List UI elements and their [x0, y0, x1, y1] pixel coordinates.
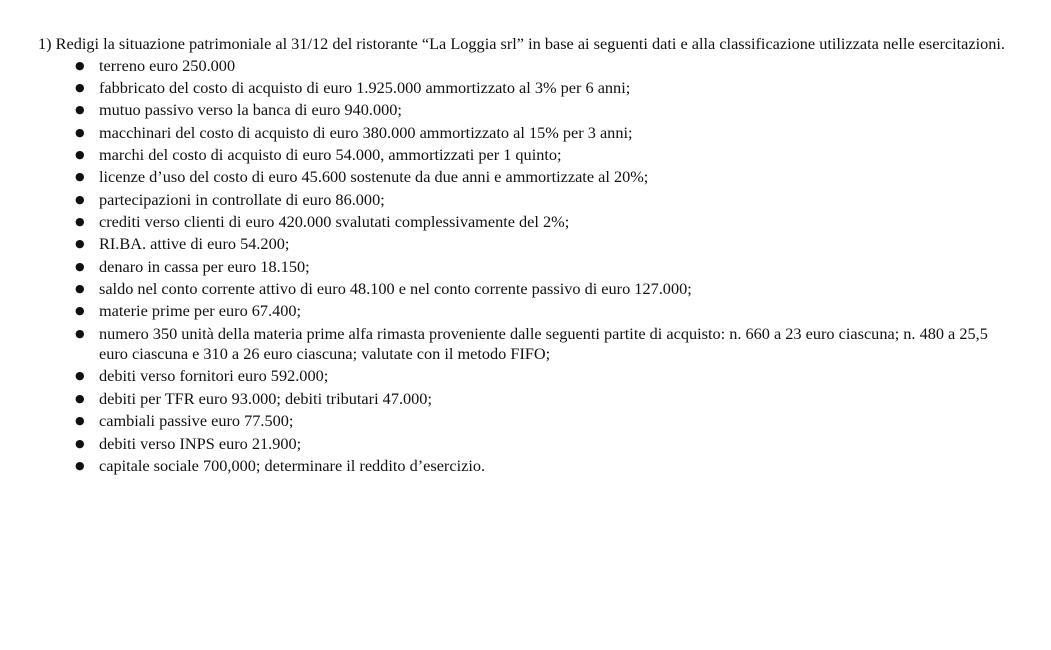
bullet-icon: ●: [75, 170, 85, 184]
bullet-icon: ●: [75, 237, 85, 251]
list-item: [38, 123, 1013, 144]
list-item-text: licenze d’uso del costo di euro 45.600 sostenute da due anni e ammortizzate al 20%;: [99, 167, 649, 187]
list-item-text: saldo nel conto corrente attivo di euro 48.100 e nel conto corrente passivo di euro 127.000;: [99, 278, 692, 298]
list-item: [38, 434, 1013, 455]
list-item: [38, 324, 1013, 365]
list-item: [38, 257, 1013, 278]
list-item: [38, 190, 1013, 211]
list-item-text: capitale sociale 700,000; determinare il reddito d’esercizio.: [99, 455, 486, 475]
bullet-icon: ●: [75, 281, 85, 295]
list-item: [38, 301, 1013, 322]
list-item: [38, 167, 1013, 188]
bullet-icon: ●: [75, 103, 85, 117]
list-item-text: partecipazioni in controllate di euro 86.000;: [99, 189, 385, 209]
list-item: [38, 234, 1013, 255]
bullet-icon: ●: [75, 391, 85, 405]
list-item: [38, 78, 1013, 99]
list-item-text: terreno euro 250.000: [99, 55, 236, 75]
list-item: [38, 411, 1013, 432]
exercise-intro: 1) Redigi la situazione patrimoniale al 31/12 del ristorante “La Loggia srl” in base ai seguenti dati e alla classificazione utilizzata nelle esercitazioni.: [38, 34, 1006, 53]
list-item-text: debiti verso INPS euro 21.900;: [99, 433, 302, 453]
bullet-icon: ●: [75, 147, 85, 161]
bullet-icon: ●: [75, 214, 85, 228]
list-item: [38, 456, 1013, 477]
list-item-text: RI.BA. attive di euro 54.200;: [99, 234, 290, 254]
list-item: [38, 145, 1013, 166]
list-item: [38, 56, 1013, 77]
list-item: [38, 279, 1013, 300]
bullet-icon: ●: [75, 369, 85, 383]
list-item-text: materie prime per euro 67.400;: [99, 301, 302, 321]
bullet-icon: ●: [75, 326, 85, 340]
list-item-text: macchinari del costo di acquisto di euro 380.000 ammortizzato al 15% per 3 anni;: [99, 122, 633, 142]
list-item-text: marchi del costo di acquisto di euro 54.000, ammortizzati per 1 quinto;: [99, 144, 562, 164]
list-item: [38, 366, 1013, 387]
data-list: [38, 56, 1013, 477]
list-item-text: crediti verso clienti di euro 420.000 svalutati complessivamente del 2%;: [99, 211, 570, 231]
bullet-icon: ●: [75, 125, 85, 139]
bullet-icon: ●: [75, 436, 85, 450]
list-item-text: numero 350 unità della materia prime alfa rimasta proveniente dalle seguenti partite di acquisto: n. 660 a 23 euro ciascuna; n. 480 a 25,5 euro ciascuna e 310 a 26 euro ciascuna; valutate con il metodo FIFO;: [99, 323, 988, 364]
bullet-icon: ●: [75, 259, 85, 273]
exercise-document: [38, 34, 1013, 478]
bullet-icon: ●: [75, 58, 85, 72]
list-item: [38, 100, 1013, 121]
list-item-text: debiti per TFR euro 93.000; debiti tributari 47.000;: [99, 388, 432, 408]
bullet-icon: ●: [75, 304, 85, 318]
list-item-text: debiti verso fornitori euro 592.000;: [99, 366, 329, 386]
list-item-text: mutuo passivo verso la banca di euro 940.000;: [99, 100, 402, 120]
list-item: [38, 389, 1013, 410]
bullet-icon: ●: [75, 192, 85, 206]
list-item-text: denaro in cassa per euro 18.150;: [99, 256, 310, 276]
list-item-text: fabbricato del costo di acquisto di euro 1.925.000 ammortizzato al 3% per 6 anni;: [99, 77, 631, 97]
list-item-text: cambiali passive euro 77.500;: [99, 411, 294, 431]
list-item: [38, 212, 1013, 233]
bullet-icon: ●: [75, 458, 85, 472]
bullet-icon: ●: [75, 414, 85, 428]
bullet-icon: ●: [75, 80, 85, 94]
